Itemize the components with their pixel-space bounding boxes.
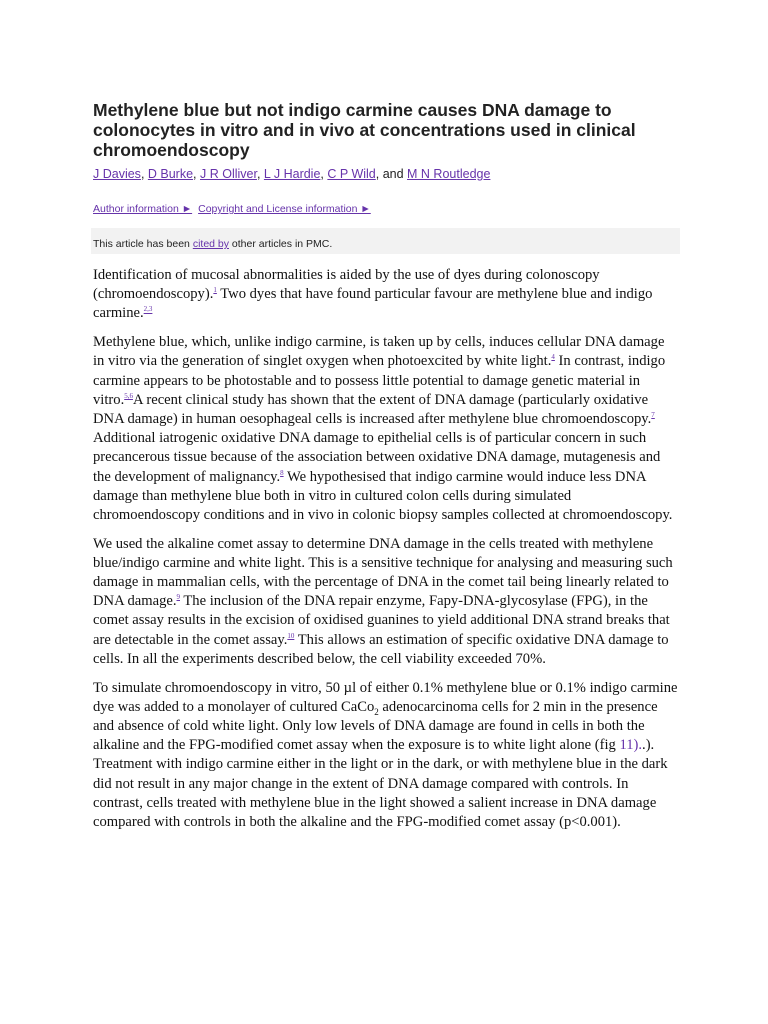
cited-by-notice: This article has been cited by other articles in PMC. xyxy=(91,228,680,254)
paragraph-intro: Identification of mucosal abnormalities is aided by the use of dyes during colonoscopy (chromoendoscopy).$^1$ Two dyes that have found particular favour are methylene blue and indigo carmine.$^{2,3}$ xyxy=(93,267,653,322)
reference-link-7[interactable]: 7 xyxy=(651,411,655,420)
author-link-hardie[interactable]: L J Hardie xyxy=(263,167,321,181)
reference-link-1[interactable]: 1 xyxy=(213,286,217,295)
author-list: J Davies, D Burke, J R Olliver, L J Hardie, C P Wild, and M N Routledge xyxy=(93,167,491,181)
cited-by-link[interactable]: cited by xyxy=(192,238,229,250)
figure-link-1[interactable]: 1 xyxy=(619,737,627,754)
author-link-routledge[interactable]: M N Routledge xyxy=(407,167,491,181)
figure-link-1-alt[interactable]: 1). xyxy=(626,737,643,754)
paragraph-in-vitro: To simulate chromoendoscopy in vitro, 50 µl of either 0.1% methylene blue or 0.1% indigo carmine dye was added to a monolayer of cultured CaCo$_2$ adenocarcinoma cells for 2 min in the presence and absence of cold white light. Only low levels of DNA damage are found in cells in both the alkaline and the FPG-modified comet assay when the exposure is to white light alone (fig 11)..). Treatment with indigo carmine either in the light or in the dark, or with methylene blue in the dark did not result in any major change in the extent of DNA damage compared with controls. In contrast, cells treated with methylene blue in the light showed a salient increase in DNA damage compared with controls in both the alkaline and the FPG-modified comet assay (p<0.001). xyxy=(93,679,678,830)
article-meta-links xyxy=(93,202,678,216)
author-link-burke[interactable]: D Burke xyxy=(147,167,194,181)
article-title: Methylene blue but not indigo carmine causes DNA damage to colonocytes in vitro and in vivo at concentrations used in clinical chromoendoscopy xyxy=(93,100,636,160)
paragraph-methylene-blue: Methylene blue, which, unlike indigo carmine, is taken up by cells, induces cellular DNA damage in vitro via the generation of singlet oxygen when photoexcited by white light.$^4$ In contrast, indigo carmine appears to be photostable and to possess little potential to damage genetic material in vitro.$^{5,6}$A recent clinical study has shown that the extent of DNA damage (particularly oxidative DNA damage) in human oesophageal cells is increased after methylene blue chromoendoscopy.$^7$ Additional iatrogenic oxidative DNA damage to epithelial cells is of particular concern in such precancerous tissue because of the association between oxidative DNA damage, mutagenesis and the development of malignancy.$^8$ We hypothesised that indigo carmine would induce less DNA damage than methylene blue both in vitro in cultured colon cells during simulated chromoendoscopy conditions and in vivo in colonic biopsy samples collected at chromoendoscopy. xyxy=(93,334,673,523)
reference-link-4[interactable]: 4 xyxy=(551,353,555,362)
author-link-davies[interactable]: J Davies xyxy=(93,167,141,181)
reference-link-5-6[interactable]: 5,6 xyxy=(124,391,133,400)
paragraph-comet-assay: We used the alkaline comet assay to determine DNA damage in the cells treated with methylene blue/indigo carmine and white light. This is a sensitive technique for analysing and measuring such damage in mammalian cells, with the percentage of DNA in the comet tail being linearly related to DNA damage.$^9$ The inclusion of the DNA repair enzyme, Fapy-DNA-glycosylase (FPG), in the comet assay results in the excision of oxidised guanines to yield additional DNA strand breaks that are detectable in the comet assay.$^{10}$ This allows an estimation of specific oxidative DNA damage to cells. In all the experiments described below, the cell viability exceeded 70%. xyxy=(93,535,673,667)
author-link-olliver[interactable]: J R Olliver xyxy=(200,167,257,181)
author-information-link[interactable]: Author information ► xyxy=(93,203,193,215)
reference-link-10[interactable]: 10 xyxy=(287,631,295,640)
subscript-2: 2 xyxy=(374,706,379,717)
copyright-license-link[interactable]: Copyright and License information ► xyxy=(198,203,371,215)
reference-link-8[interactable]: 8 xyxy=(280,468,284,477)
reference-link-9[interactable]: 9 xyxy=(176,593,180,602)
article-body xyxy=(93,266,678,832)
reference-link-2-3[interactable]: 2,3 xyxy=(143,305,153,314)
author-link-wild[interactable]: C P Wild xyxy=(327,167,376,181)
article-page xyxy=(93,100,678,842)
